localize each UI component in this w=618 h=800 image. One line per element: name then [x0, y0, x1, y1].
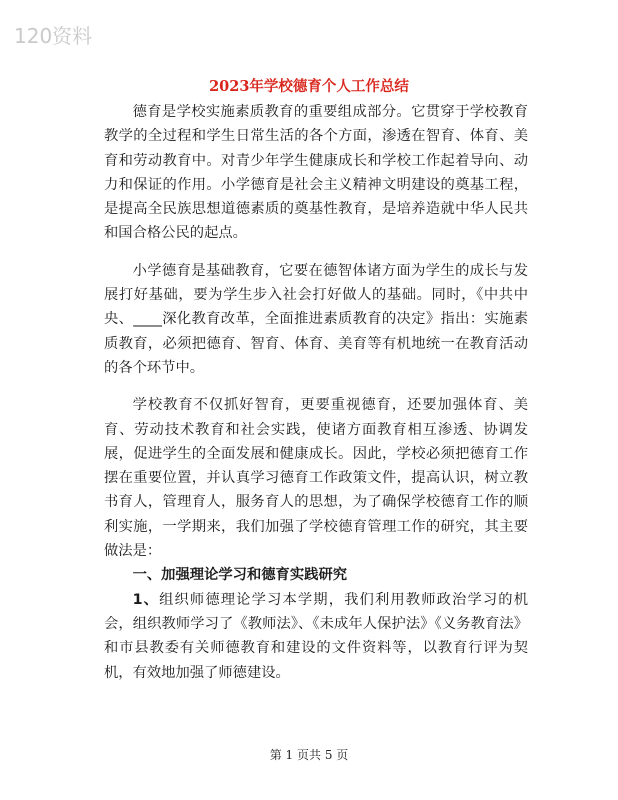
document-body: [104, 100, 528, 698]
section-heading: 一、加强理论学习和德育实践研究: [132, 567, 348, 584]
item-1-text: 组织师德理论学习本学期，我们利用教师政治学习的机会，组织教师学习了《教师法》、《未成年人保护法》《义务教育法》和市县教委有关师德教育和建设的文件资料等，以教育行评为契机，有效地加强了师德建设。: [104, 591, 529, 681]
item-1-number: 1、: [132, 591, 160, 608]
item-1: [104, 588, 528, 685]
page-footer: 第 1 页共 5 页: [269, 748, 349, 762]
watermark: 120资料: [14, 24, 93, 48]
paragraph-3: 学校教育不仅抓好智育，更要重视德育，还要加强体育、美育、劳动技术教育和社会实践，使诸方面教育相互渗透、协调发展，促进学生的全面发展和健康成长。因此，学校必须把德育工作摆在重要位置，并认真学习德育工作政策文件，提高认识，树立教书育人，管理育人，服务育人的思想，为了确保学校德育工作的顺利实施，一学期来，我们加强了学校德育管理工作的研究，其主要做法是：: [104, 397, 528, 560]
paragraph-1: 德育是学校实施素质教育的重要组成部分。它贯穿于学校教育教学的全过程和学生日常生活的各个方面，渗透在智育、体育、美育和劳动教育中。对青少年学生健康成长和学校工作起着导向、动力和保证的作用。小学德育是社会主义精神文明建设的奠基工程，是提高全民族思想道德素质的奠基性教育，是培养造就中华人民共和国合格公民的起点。: [104, 104, 528, 242]
paragraph-2: 小学德育是基础教育，它要在德智体诸方面为学生的成长与发展打好基础，要为学生步入社会打好做人的基础。同时，《中共中央、____深化教育改革，全面推进素质教育的决定》指出：实施素质教育，必须把德育、智育、体育、美育等有机地统一在教育活动的各个环节中。: [104, 262, 528, 376]
document-title: 2023年学校德育个人工作总结: [209, 78, 409, 95]
